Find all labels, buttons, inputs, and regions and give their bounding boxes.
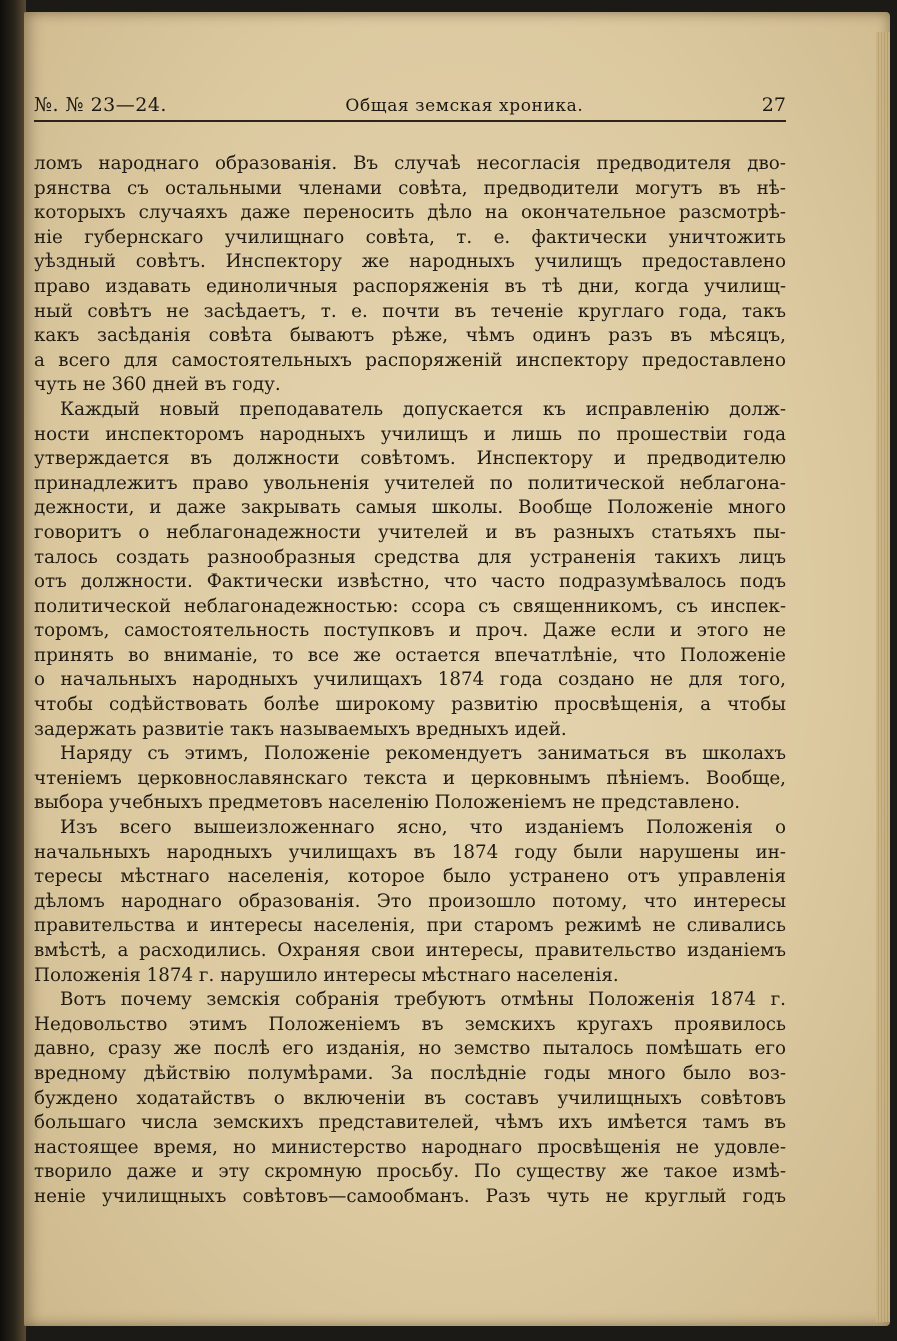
- text-line: вмѣстѣ, а расходились. Охраняя свои интересы, правительство изданіемъ: [34, 940, 786, 961]
- paragraph: [34, 742, 786, 816]
- text-line: а всего для самостоятельныхъ распоряженій инспектору предоставлено: [34, 349, 786, 371]
- paragraph: [34, 816, 786, 988]
- text-line: неніе училищныхъ совѣтовъ—самообманъ. Разъ чуть не круглый годъ: [34, 1185, 786, 1207]
- text-line: Недовольство этимъ Положеніемъ въ земскихъ кругахъ проявилось: [34, 1013, 786, 1035]
- text-line: большаго числа земскихъ представителей, чѣмъ ихъ имѣется тамъ въ: [34, 1112, 786, 1134]
- text-line: чуть не 360 дней въ году.: [34, 374, 281, 396]
- text-line: давно, сразу же послѣ его изданія, но земство пыталось помѣшать его: [34, 1038, 786, 1060]
- paragraph: [34, 152, 786, 398]
- text-line: принять во вниманіе, то все же остается впечатлѣніе, что Положеніе: [34, 644, 786, 666]
- text-line: ніе губернскаго училищнаго совѣта, т. е. фактически уничтожить: [34, 226, 786, 248]
- text-line: какъ засѣданія совѣта бываютъ рѣже, чѣмъ одинъ разъ въ мѣсяцъ,: [34, 325, 786, 347]
- book-page: [24, 12, 890, 1326]
- text-line: творило даже и эту скромную просьбу. По существу же такое измѣ-: [34, 1161, 786, 1183]
- text-line: Положенія 1874 г. нарушило интересы мѣстнаго населенія.: [34, 964, 619, 986]
- article-body: [34, 152, 786, 1210]
- page-number: 27: [761, 94, 786, 116]
- text-line: Вотъ почему земскія собранія требуютъ отмѣны Положенія 1874 г.: [60, 989, 786, 1011]
- text-line: дѣломъ народнаго образованія. Это произошло потому, что интересы: [34, 890, 786, 912]
- text-line: рянства съ остальными членами совѣта, предводители могутъ въ нѣ-: [34, 177, 786, 199]
- issue-number: №. № 23—24.: [34, 94, 167, 116]
- text-line: утверждается въ должности совѣтомъ. Инспектору и предводителю: [34, 448, 786, 470]
- text-line: Наряду съ этимъ, Положеніе рекомендуетъ заниматься въ школахъ: [60, 743, 786, 765]
- text-line: о начальныхъ народныхъ училищахъ 1874 года создано не для того,: [34, 669, 786, 691]
- text-line: чтобы содѣйствовать болѣе широкому развитію просвѣщенія, а чтобы: [34, 694, 786, 716]
- text-line: принадлежитъ право увольненія учителей по политической неблагона-: [34, 472, 786, 494]
- paragraph: [34, 988, 786, 1209]
- text-line: говоритъ о неблагонадежности учителей и въ разныхъ статьяхъ пы-: [34, 521, 786, 543]
- text-line: выбора учебныхъ предметовъ населенію Положеніемъ не представлено.: [34, 792, 741, 814]
- text-line: начальныхъ народныхъ училищахъ въ 1874 году были нарушены ин-: [34, 841, 786, 863]
- book-spine-shadow: [0, 0, 26, 1341]
- text-line: правительства и интересы населенія, при старомъ режимѣ не сливались: [34, 915, 786, 937]
- text-line: ности инспекторомъ народныхъ училищъ и лишь по прошествіи года: [34, 423, 786, 445]
- text-line: настоящее время, но министерство народнаго просвѣщенія не удовле-: [34, 1136, 786, 1158]
- text-line: вредному дѣйствію полумѣрами. За послѣдніе годы много было воз-: [34, 1062, 786, 1084]
- text-line: которыхъ случаяхъ даже переносить дѣло на окончательное разсмотрѣ-: [34, 202, 786, 224]
- text-line: отъ должности. Фактически извѣстно, что часто подразумѣвалось подъ: [34, 571, 786, 593]
- page-stack-edges: [876, 32, 890, 1322]
- text-line: ломъ народнаго образованія. Въ случаѣ несогласія предводителя дво-: [34, 153, 786, 174]
- journal-title: Общая земская хроника.: [345, 96, 584, 116]
- text-line: буждено ходатайствъ о включеніи въ составъ училищныхъ совѣтовъ: [34, 1087, 786, 1109]
- text-line: задержать развитіе такъ называемыхъ вредныхъ идей.: [34, 718, 567, 740]
- text-line: уѣздный совѣтъ. Инспектору же народныхъ училищъ предоставлено: [34, 251, 786, 273]
- text-line: торомъ, самостоятельность поступковъ и проч. Даже если и этого не: [34, 620, 786, 642]
- text-line: дежности, и даже закрывать самыя школы. Вообще Положеніе много: [34, 497, 786, 519]
- text-line: ный совѣтъ не засѣдаетъ, т. е. почти въ теченіе круглаго года, такъ: [34, 300, 786, 322]
- text-line: тересы мѣстнаго населенія, которое было устранено отъ управленія: [34, 866, 786, 888]
- text-line: политической неблагонадежностью: ссора съ священникомъ, съ инспек-: [34, 595, 786, 617]
- text-line: право издавать единоличныя распоряженія въ тѣ дни, когда училищ-: [34, 275, 786, 297]
- running-header: [34, 90, 786, 122]
- text-line: чтеніемъ церковнославянскаго текста и церковнымъ пѣніемъ. Вообще,: [34, 767, 786, 789]
- paragraph: [34, 398, 786, 742]
- text-line: талось создать разнообразныя средства для устраненія такихъ лицъ: [34, 546, 786, 568]
- text-line: Каждый новый преподаватель допускается къ исправленію долж-: [60, 398, 786, 420]
- text-line: Изъ всего вышеизложеннаго ясно, что изданіемъ Положенія о: [60, 817, 786, 839]
